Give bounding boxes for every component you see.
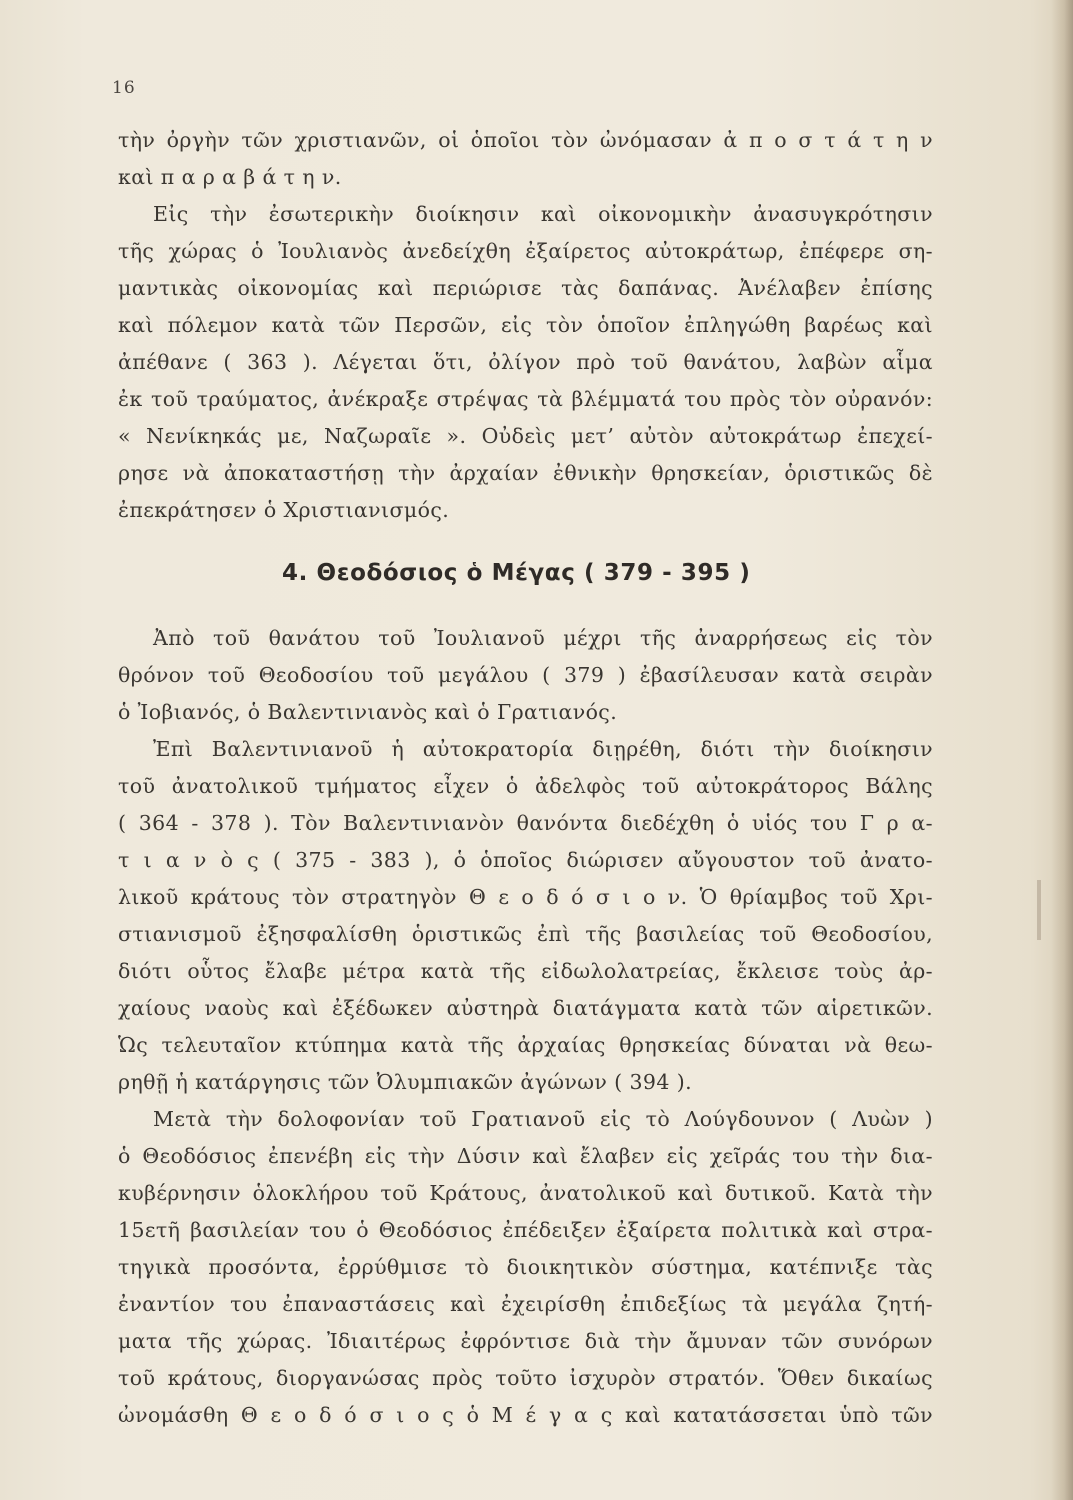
text-line: καὶ πόλεμον κατὰ τῶν Περσῶν, εἰς τὸν ὁποῖον ἐπληγώθη βαρέως καὶ <box>118 313 933 337</box>
margin-mark <box>1037 880 1041 940</box>
text-line: 15ετῆ βασιλείαν του ὁ Θεοδόσιος ἐπέδειξεν ἐξαίρετα πολιτικὰ καὶ στρα- <box>118 1218 933 1242</box>
text-line: ( 364 - 378 ). Τὸν Βαλεντινιανὸν θανόντα διεδέχθη ὁ υἱός του Γ ρ α- <box>118 811 933 835</box>
text-line: θρόνον τοῦ Θεοδοσίου τοῦ μεγάλου ( 379 ) ἐβασίλευσαν κατὰ σειρὰν <box>118 663 933 687</box>
text-line: « Νενίκηκάς με, Ναζωραῖε ». Οὐδεὶς μετ’ αὐτὸν αὐτοκράτωρ ἐπεχεί- <box>118 424 933 448</box>
text-line: στιανισμοῦ ἐξησφαλίσθη ὁριστικῶς ἐπὶ τῆς βασιλείας τοῦ Θεοδοσίου, <box>118 922 933 946</box>
text-line: χαίους ναοὺς καὶ ἐξέδωκεν αὐστηρὰ διατάγματα κατὰ τῶν αἱρετικῶν. <box>118 996 933 1020</box>
text-line: λικοῦ κράτους τὸν στρατηγὸν Θ ε ο δ ό σ ι ο ν. Ὁ θρίαμβος τοῦ Χρι- <box>118 885 933 909</box>
text-line: διότι οὗτος ἔλαβε μέτρα κατὰ τῆς εἰδωλολατρείας, ἔκλεισε τοὺς ἀρ- <box>118 959 933 983</box>
text-line: κυβέρνησιν ὁλοκλήρου τοῦ Κράτους, ἀνατολικοῦ καὶ δυτικοῦ. Κατὰ τὴν <box>118 1181 933 1205</box>
text-line: ὁ Ἰοβιανός, ὁ Βαλεντινιανὸς καὶ ὁ Γρατιανός. <box>118 700 618 724</box>
text-line: ἐκ τοῦ τραύματος, ἀνέκραξε στρέψας τὰ βλέμματά του πρὸς τὸν οὐρανόν: <box>118 387 933 411</box>
text-line: ρησε νὰ ἀποκαταστήσῃ τὴν ἀρχαίαν ἐθνικὴν θρησκείαν, ὁριστικῶς δὲ <box>118 461 933 485</box>
text-line: Μετὰ τὴν δολοφονίαν τοῦ Γρατιανοῦ εἰς τὸ Λούγδουνον ( Λυὼν ) <box>153 1107 933 1131</box>
text-line: καὶ π α ρ α β ά τ η ν. <box>118 165 342 189</box>
text-line: μαντικὰς οἰκονομίας καὶ περιώρισε τὰς δαπάνας. Ἀνέλαβεν ἐπίσης <box>118 276 933 300</box>
page-number: 16 <box>112 78 136 98</box>
text-line: ἐπεκράτησεν ὁ Χριστιανισμός. <box>118 498 450 522</box>
paragraph-julian <box>118 122 933 529</box>
text-line: Ὡς τελευταῖον κτύπημα κατὰ τῆς ἀρχαίας θρησκείας δύναται νὰ θεω- <box>118 1033 933 1057</box>
text-line: τῆς χώρας ὁ Ἰουλιανὸς ἀνεδείχθη ἐξαίρετος αὐτοκράτωρ, ἐπέφερε ση- <box>118 239 933 263</box>
text-line: τοῦ κράτους, διοργανώσας πρὸς τοῦτο ἰσχυρὸν στρατόν. Ὅθεν δικαίως <box>118 1366 933 1390</box>
text-line: ὠνομάσθη Θ ε ο δ ό σ ι ο ς ὁ Μ έ γ α ς καὶ κατατάσσεται ὑπὸ τῶν <box>118 1403 933 1427</box>
text-line: τὴν ὀργὴν τῶν χριστιανῶν, οἱ ὁποῖοι τὸν ὠνόμασαν ἀ π ο σ τ ά τ η ν <box>118 128 933 152</box>
section-theodosius-body <box>118 620 933 1434</box>
text-line: ρηθῇ ἡ κατάργησις τῶν Ὀλυμπιακῶν ἀγώνων ( 394 ). <box>118 1070 693 1094</box>
text-line: Ἐπὶ Βαλεντινιανοῦ ἡ αὐτοκρατορία διῃρέθη, διότι τὴν διοίκησιν <box>153 737 933 761</box>
text-line: ἐναντίον του ἐπαναστάσεις καὶ ἐχειρίσθη ἐπιδεξίως τὰ μεγάλα ζητή- <box>118 1292 933 1316</box>
text-line: Ἀπὸ τοῦ θανάτου τοῦ Ἰουλιανοῦ μέχρι τῆς ἀναρρήσεως εἰς τὸν <box>153 626 933 650</box>
text-line: Εἰς τὴν ἐσωτερικὴν διοίκησιν καὶ οἰκονομικὴν ἀνασυγκρότησιν <box>153 202 933 226</box>
text-line: τηγικὰ προσόντα, ἐρρύθμισε τὸ διοικητικὸν σύστημα, κατέπνιξε τὰς <box>118 1255 933 1279</box>
text-line: ἀπέθανε ( 363 ). Λέγεται ὅτι, ὀλίγον πρὸ τοῦ θανάτου, λαβὼν αἷμα <box>118 350 933 374</box>
text-line: τοῦ ἀνατολικοῦ τμήματος εἶχεν ὁ ἀδελφὸς τοῦ αὐτοκράτορος Βάλης <box>118 774 933 798</box>
text-line: ματα τῆς χώρας. Ἰδιαιτέρως ἐφρόντισε διὰ τὴν ἄμυναν τῶν συνόρων <box>118 1329 933 1353</box>
text-line: τ ι α ν ὸ ς ( 375 - 383 ), ὁ ὁποῖος διώρισεν αὔγουστον τοῦ ἀνατο- <box>118 848 933 872</box>
text-line: ὁ Θεοδόσιος ἐπενέβη εἰς τὴν Δύσιν καὶ ἔλαβεν εἰς χεῖράς του τὴν δια- <box>118 1144 933 1168</box>
page-spine-shadow <box>1051 0 1073 1500</box>
section-heading: 4. Θεοδόσιος ὁ Μέγας ( 379 - 395 ) <box>282 560 751 586</box>
